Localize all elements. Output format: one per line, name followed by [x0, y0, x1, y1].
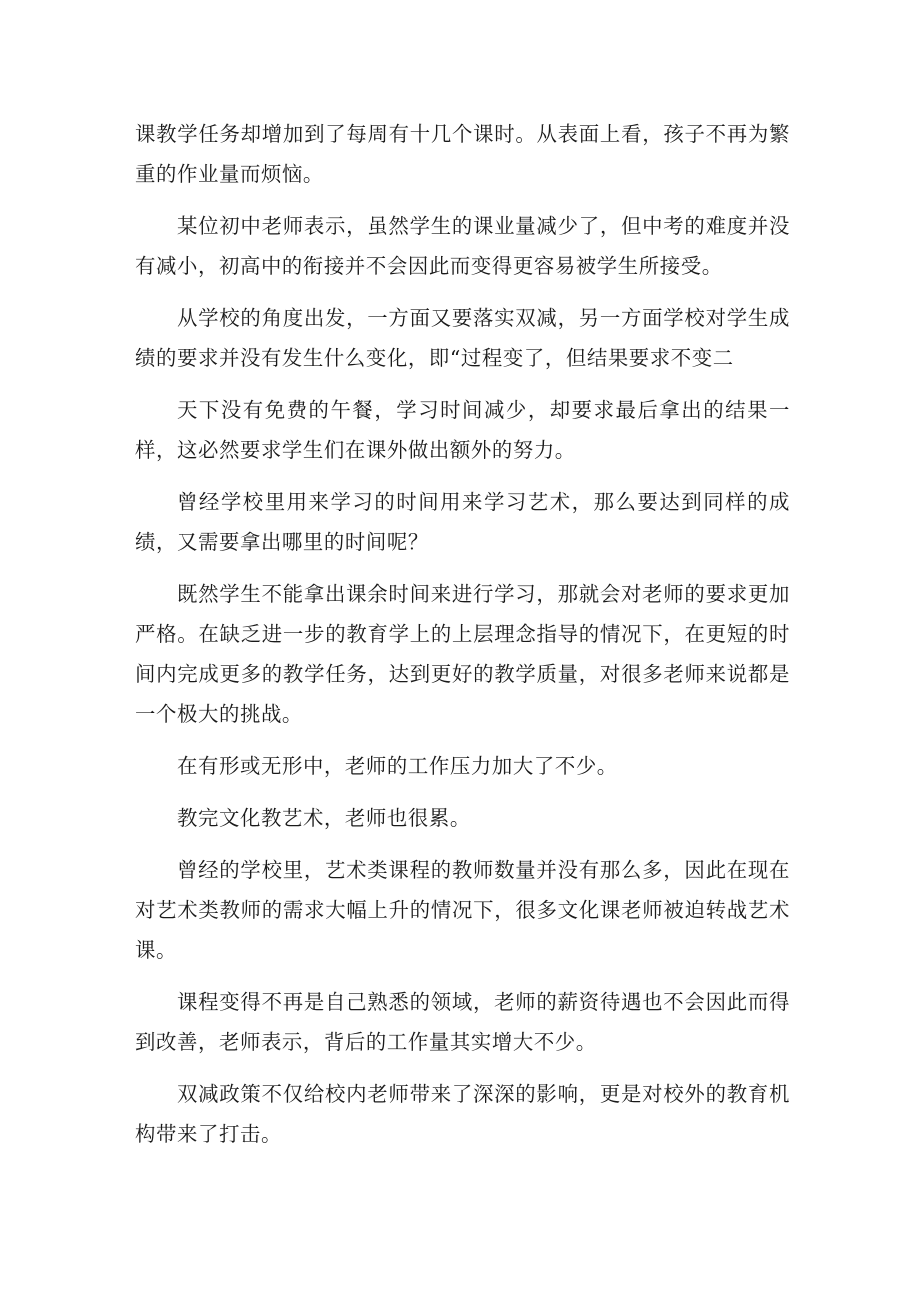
paragraph: 教完文化教艺术，老师也很累。 [177, 806, 471, 830]
paragraph: 既然学生不能拿出课余时间来进行学习，那就会对老师的要求更加严格。在缺乏进一步的教育学上的上层理念指导的情况下，在更短的时间内完成更多的教学任务，达到更好的教学质量，对很多老师来说都是一个极大的挑战。 [135, 582, 790, 726]
paragraph: 课程变得不再是自己熟悉的领域，老师的薪资待遇也不会因此而得到改善，老师表示，背后的工作量其实增大不少。 [135, 990, 790, 1054]
paragraph: 从学校的角度出发，一方面又要落实双减，另一方面学校对学生成绩的要求并没有发生什么变化，即“过程变了，但结果要求不变二 [135, 306, 790, 370]
paragraph: 某位初中老师表示，虽然学生的课业量减少了，但中考的难度并没有减小，初高中的衔接并不会因此而变得更容易被学生所接受。 [135, 214, 790, 278]
paragraph: 在有形或无形中，老师的工作压力加大了不少。 [177, 754, 618, 778]
paragraph: 曾经学校里用来学习的时间用来学习艺术，那么要达到同样的成绩，又需要拿出哪里的时间呢？ [135, 490, 790, 554]
paragraph: 曾经的学校里，艺术类课程的教师数量并没有那么多，因此在现在对艺术类教师的需求大幅上升的情况下，很多文化课老师被迫转战艺术课。 [135, 858, 790, 962]
body-text [135, 114, 790, 1166]
paragraph: 双减政策不仅给校内老师带来了深深的影响，更是对校外的教育机构带来了打击。 [135, 1082, 790, 1146]
paragraph-continuation: 课教学任务却增加到了每周有十几个课时。从表面上看，孩子不再为繁重的作业量而烦恼。 [135, 122, 790, 186]
paragraph: 天下没有免费的午餐，学习时间减少，却要求最后拿出的结果一样，这必然要求学生们在课外做出额外的努力。 [135, 398, 790, 462]
